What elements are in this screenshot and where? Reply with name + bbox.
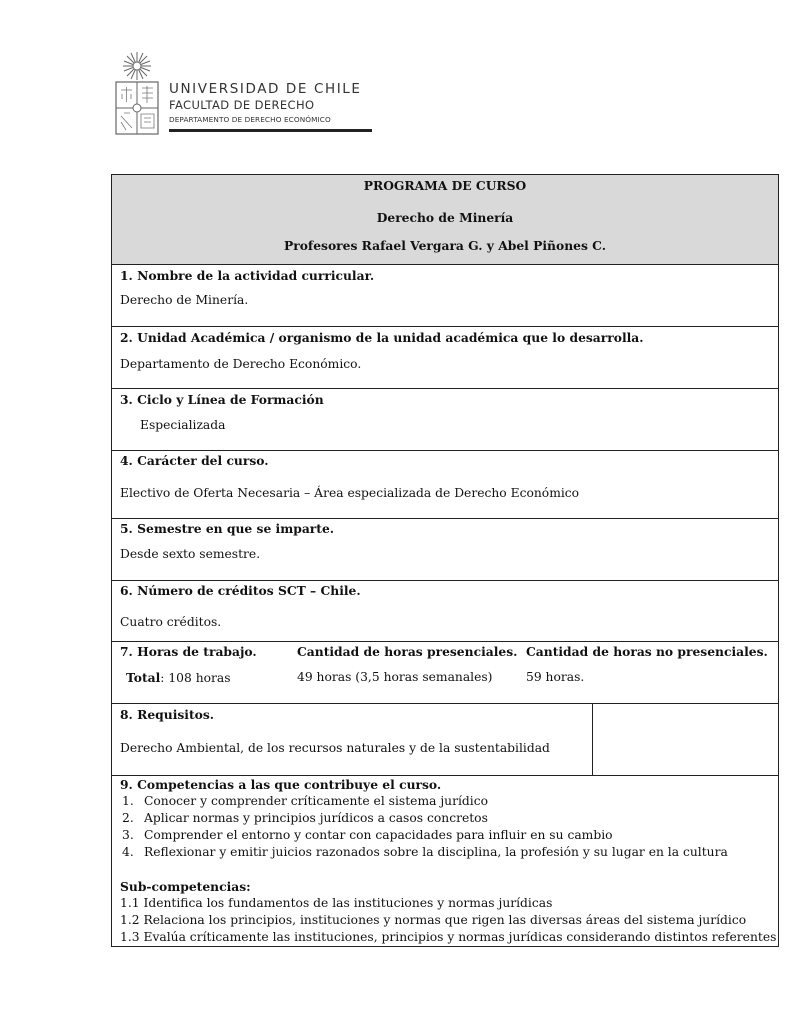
professors: Profesores Rafael Vergara G. y Abel Piñones C. [283,238,607,253]
course-program-table [111,174,779,947]
section-value: Derecho de Minería. [120,293,249,307]
section-value: Departamento de Derecho Económico. [120,357,362,371]
department-name: DEPARTAMENTO DE DERECHO ECONÓMICO [169,115,331,124]
section-credits [111,581,779,642]
section-semester [111,519,779,581]
section-title: 5. Semestre en que se imparte. [120,521,335,536]
non-presencial-hours-label: Cantidad de horas no presenciales. [526,644,768,659]
section-competencies [111,776,779,947]
presencial-hours-label: Cantidad de horas presenciales. [297,644,518,659]
section-title: 4. Carácter del curso. [120,453,269,468]
list-item: 1.1 Identifica los fundamentos de las instituciones y normas jurídicas [120,896,553,910]
section-work-hours [111,642,779,704]
total-hours [126,669,231,687]
course-name: Derecho de Minería [376,210,514,225]
list-item: 1. Conocer y comprender críticamente el sistema jurídico [122,794,488,808]
section-title: 6. Número de créditos SCT – Chile. [120,583,361,598]
logo-underline [169,129,372,132]
section-value: Electivo de Oferta Necesaria – Área especializada de Derecho Económico [120,486,580,500]
list-item: 1.2 Relaciona los principios, instituciones y normas que rigen las diversas áreas del sistema jurídico [120,913,747,927]
section-title: 2. Unidad Académica / organismo de la unidad académica que lo desarrolla. [120,330,644,345]
section-value: Cuatro créditos. [120,615,222,629]
sub-competency-list [120,895,776,946]
section-training-cycle [111,389,779,451]
competency-list [112,793,728,861]
university-name: UNIVERSIDAD DE CHILE [169,81,362,97]
list-item: 3. Comprender el entorno y contar con capacidades para influir en su cambio [122,828,613,842]
section-activity-name [111,265,779,327]
section-title: 8. Requisitos. [120,707,215,722]
program-header [111,174,779,265]
section-title: 3. Ciclo y Línea de Formación [120,392,324,407]
section-academic-unit [111,327,779,389]
section-title: 7. Horas de trabajo. [120,644,257,659]
section-requirements [111,704,779,776]
non-presencial-hours-value: 59 horas. [526,670,585,684]
section-title: 9. Competencias a las que contribuye el curso. [120,777,442,792]
presencial-hours-value: 49 horas (3,5 horas semanales) [297,670,493,684]
section-course-character [111,451,779,519]
section-value: Especializada [140,418,226,432]
document-title: PROGRAMA DE CURSO [363,178,527,193]
section-value: Desde sexto semestre. [120,547,261,561]
section-value: Derecho Ambiental, de los recursos naturales y de la sustentabilidad [120,741,550,755]
list-item: 2. Aplicar normas y principios jurídicos a casos concretos [122,811,488,825]
section-title: 1. Nombre de la actividad curricular. [120,268,375,283]
faculty-name: FACULTAD DE DERECHO [169,98,315,112]
list-item: 1.3 Evalúa críticamente las instituciones, principios y normas jurídicas considerando distintos referentes [120,930,777,944]
total-value: : 108 horas [160,671,231,685]
sub-competencies-title: Sub-competencias: [120,879,251,894]
university-logo [112,50,372,138]
university-crest-icon [112,50,162,138]
column-divider [592,704,593,775]
list-item: 4. Reflexionar y emitir juicios razonados sobre la disciplina, la profesión y su lugar en la cultura [122,845,728,859]
total-label: Total [126,670,161,685]
